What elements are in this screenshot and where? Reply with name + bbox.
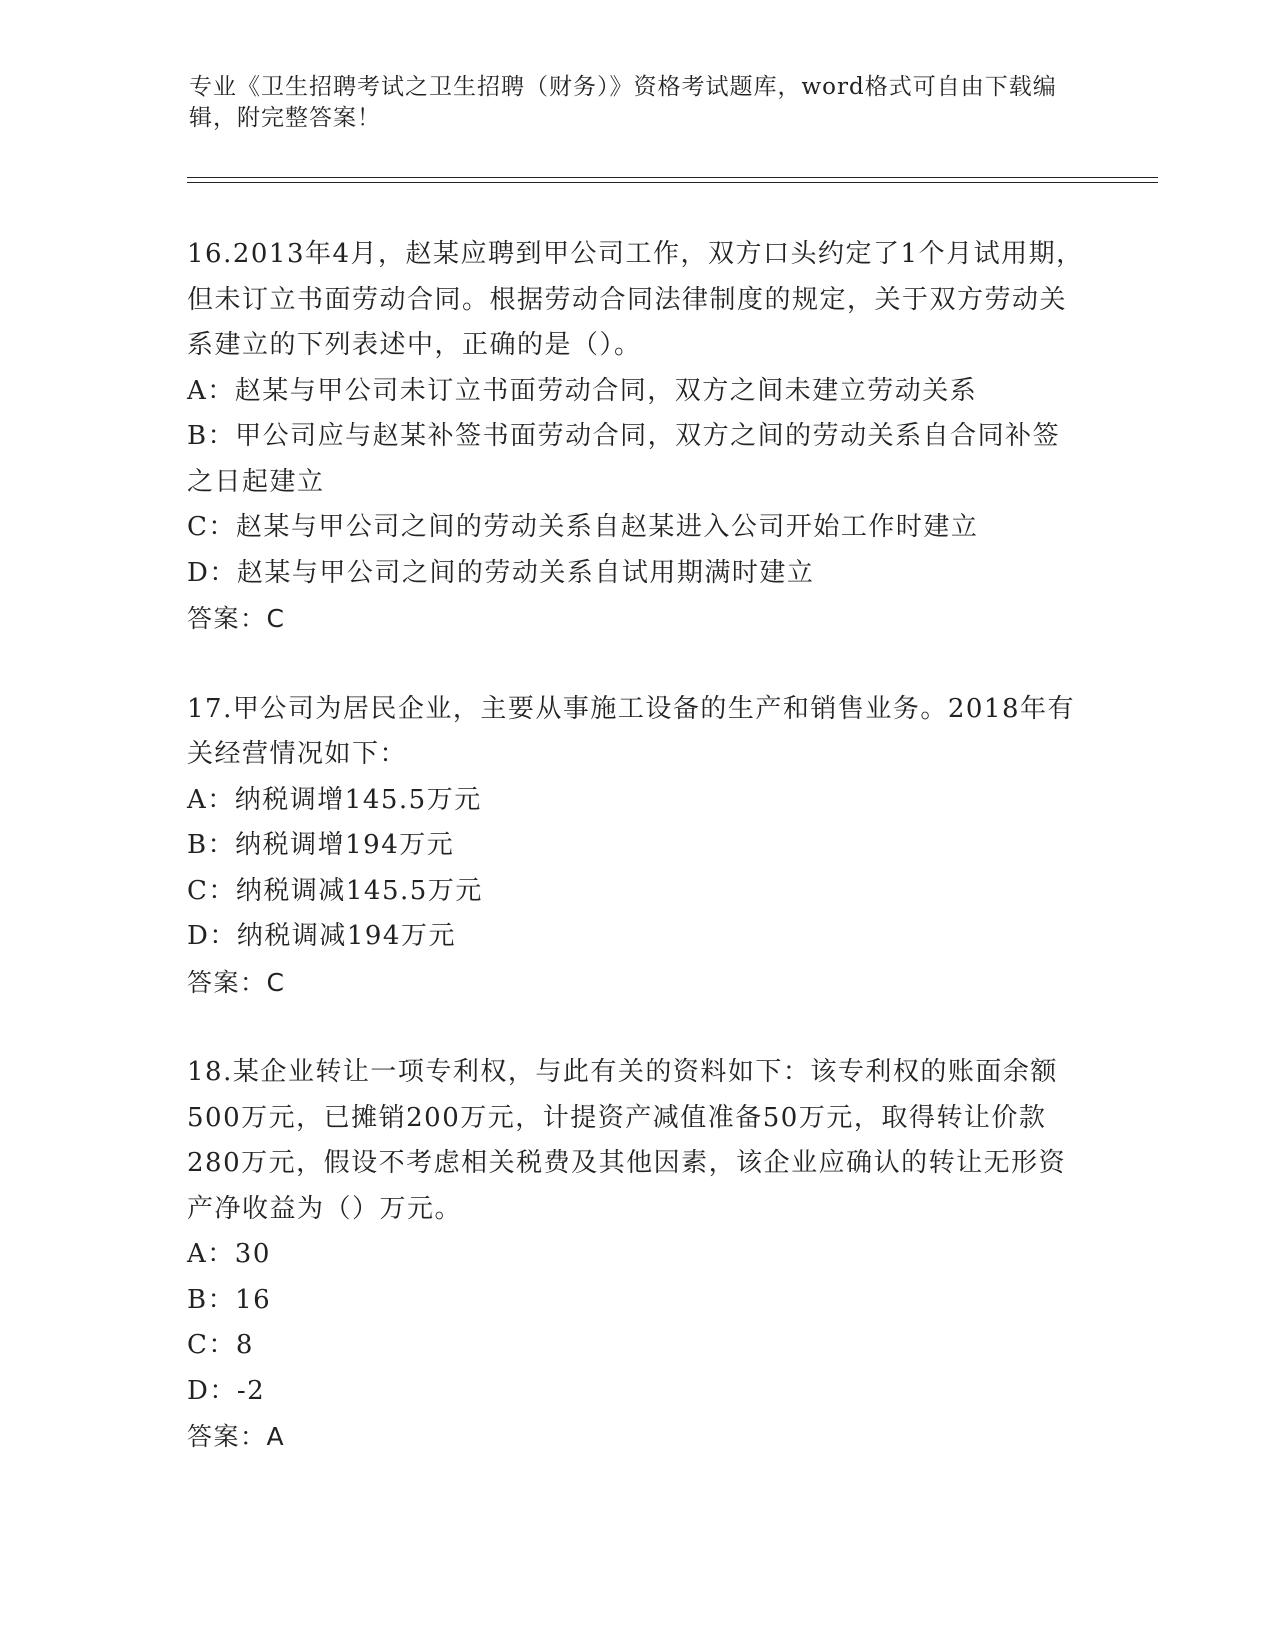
answer-text: 答案：A bbox=[187, 1422, 286, 1451]
header-divider-bottom bbox=[187, 182, 1158, 183]
question-list bbox=[187, 232, 1087, 1505]
option-a: A：30 bbox=[187, 1239, 271, 1269]
question-16 bbox=[187, 232, 1087, 642]
question-stem: 18.某企业转让一项专利权，与此有关的资料如下：该专利权的账面余额500万元，已摊销200万元，计提资产减值准备50万元，取得转让价款280万元，假设不考虑相关税费及其他因素，该企业应确认的转让无形资产净收益为（）万元。 bbox=[187, 1057, 1067, 1224]
option-a: A：赵某与甲公司未订立书面劳动合同，双方之间未建立劳动关系 bbox=[187, 375, 978, 406]
question-stem: 16.2013年4月，赵某应聘到甲公司工作，双方口头约定了1个月试用期，但未订立书面劳动合同。根据劳动合同法律制度的规定，关于双方劳动关系建立的下列表述中，正确的是（）。 bbox=[187, 239, 1084, 360]
option-d: D：纳税调减194万元 bbox=[187, 921, 456, 951]
header-divider-top bbox=[187, 177, 1158, 178]
option-c: C：纳税调减145.5万元 bbox=[187, 875, 483, 906]
option-c: C：赵某与甲公司之间的劳动关系自赵某进入公司开始工作时建立 bbox=[187, 512, 979, 542]
question-18 bbox=[187, 1050, 1087, 1460]
answer-text: 答案：C bbox=[187, 604, 286, 633]
option-a: A：纳税调增145.5万元 bbox=[187, 784, 482, 815]
option-b: B：16 bbox=[187, 1284, 272, 1315]
document-header: 专业《卫生招聘考试之卫生招聘（财务）》资格考试题库，word格式可自由下载编辑，附完整答案！ bbox=[189, 74, 1057, 131]
option-d: D：-2 bbox=[187, 1375, 266, 1406]
question-stem: 17.甲公司为居民企业，主要从事施工设备的生产和销售业务。2018年有关经营情况如下： bbox=[187, 693, 1076, 769]
option-b: B：纳税调增194万元 bbox=[187, 830, 455, 860]
option-d: D：赵某与甲公司之间的劳动关系自试用期满时建立 bbox=[187, 557, 815, 588]
option-c: C：8 bbox=[187, 1330, 254, 1360]
option-b: B：甲公司应与赵某补签书面劳动合同，双方之间的劳动关系自合同补签之日起建立 bbox=[187, 421, 1061, 497]
answer-text: 答案：C bbox=[187, 967, 286, 997]
question-17 bbox=[187, 687, 1087, 1006]
